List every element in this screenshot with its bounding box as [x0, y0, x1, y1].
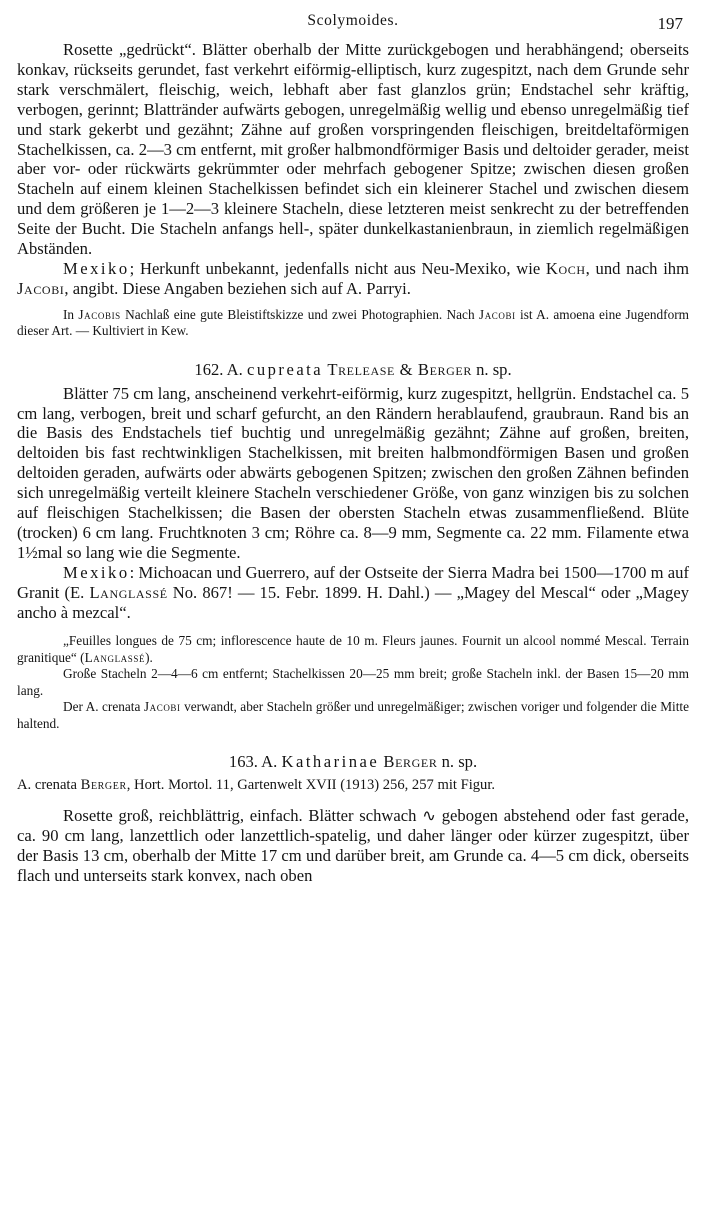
species-number: 162. A. [194, 359, 243, 379]
species-epithet-163: Katharinae [281, 751, 380, 771]
species-status: n. sp. [476, 359, 512, 379]
note1-text-b: ). [145, 649, 153, 665]
species-description-continued: Rosette „gedrückt“. Blätter oberhalb der Mitte zurückgebogen und herabhängend; oberseits konkav, rückseits gerundet, fast verkehrt eiförmig-elliptisch, kurz zugespitzt, nach dem Grunde sehr stark verschmälert, fleischig, weich, lebhaft aber fast glanzlos grün; Endstachel sehr kräftig, verbogen, gerinnt; Blattränder aufwärts gebogen, unregelmäßig wellig und ebenso unregelmäßig tief und stark gekerbt und gezähnt; Zähne auf großen vorspringenden fleischigen, breitdeltaförmigen Stachelkissen, ca. 2—3 cm entfernt, mit großer halbmondförmiger Basis und deltoider gerader, meist aber vor- oder rückwärts gekrümmter oder mehrfach gebogener Spitze; zwischen diesen großen Stacheln auf einem kleinen Stachelkissen befindet sich ein kleinerer Stachel und zwischen diesem und dem größeren je 1—2—3 kleinere Stacheln, diese letzteren meist senkrecht zu der betreffenden Seite der Bucht. Die Stacheln anfangs hell-, später dunkelkastanienbraun, in ziemlich regelmäßigen Abständen. [17, 40, 689, 259]
species-authors: Trelease & Berger [327, 359, 472, 379]
note-text-a: In [63, 306, 79, 322]
collector-langlasse: Langlassé [89, 582, 168, 602]
page-number: 197 [657, 14, 683, 33]
footnote-162-c [17, 699, 689, 732]
synonym-text-b: , Hort. Mortol. 11, Gartenwelt XVII (1913) 256, 257 mit Figur. [126, 776, 496, 793]
locality-region: Mexiko [63, 258, 130, 278]
desc-text-b: gebogen abstehend oder fast gerade, ca. 90 cm lang, lanzettlich oder lanzettlich-spatelig, und daher länger oder kürzer zugespitzt, über der Basis 13 cm, oberhalb der Mitte 17 cm und darüber breit, am Grunde ca. 4—5 cm dick, oberseits flach und unterseits stark konvex, nach oben [17, 805, 689, 885]
species-epithet: cupreata [246, 359, 324, 379]
page-header [17, 12, 689, 40]
species-description-163 [17, 806, 689, 886]
locality-text-b-162: No. 867! — 15. Febr. 1899. H. Dahl.) — „Magey del Mescal“ oder „Magey ancho à mezcal“. [17, 582, 690, 622]
author-jacobis: Jacobis [78, 306, 121, 322]
species-author-163: Berger [383, 751, 438, 771]
locality-text-a-162: : Michoacan und Guerrero, auf der Ostseite der Sierra Madra bei 1500—1700 m auf Granit (E. [17, 562, 689, 602]
synonym-line [17, 776, 689, 794]
note1-text-a: „Feuilles longues de 75 cm; inflorescence haute de 10 m. Fleurs jaunes. Fournit un alcool nommé Mescal. Terrain granitique“ ( [17, 633, 689, 665]
locality-paragraph [17, 259, 689, 299]
author-koch: Koch [545, 258, 586, 278]
note-text-b: Nachlaß eine gute Bleistiftskizze und zwei Photographien. Nach [120, 306, 479, 322]
running-title: Scolymoides. [307, 12, 399, 29]
note3-text-b: verwandt, aber Stacheln größer und unregelmäßiger; zwischen voriger und folgender die Mitte haltend. [17, 699, 690, 731]
locality-text-b: , und nach ihm [585, 258, 690, 278]
author-jacobi: Jacobi [17, 278, 65, 298]
author-jacobi-note: Jacobi [478, 306, 516, 322]
locality-paragraph-162 [17, 563, 689, 623]
synonym-text-a: A. crenata [17, 776, 81, 793]
locality-text-a: ; Herkunft unbekannt, jedenfalls nicht aus Neu-Mexiko, wie [129, 258, 546, 278]
desc-text-a: Rosette groß, reichblättrig, einfach. Blätter schwach [63, 805, 423, 825]
species-number-163: 163. A. [228, 751, 278, 771]
note3-text-a: Der A. crenata [63, 699, 144, 715]
species-description-162: Blätter 75 cm lang, anscheinend verkehrt-eiförmig, kurz zugespitzt, hellgrün. Endstachel ca. 5 cm lang, verbogen, breit und scharf gefurcht, an den Rändern herablaufend, graubraun. Rand bis an die Basis des Endstachels tief buchtig und unregelmäßig gezähnt; Zähne auf großen, breiten, deltoiden bis fast rechtwinkligen Stachelkissen, mit breiten halbmondförmigen Basen und großen deltoiden geraden, aufwärts oder abwärts gebogenen Spitzen; zwischen den großen Zähnen befinden sich unregelmäßig verteilt kleinere Stacheln verschiedener Größe, von ganz winzigen bis zu solchen auf fleischigen Stachelkissen; die Basen der obersten Stacheln etwas zusammenfließend. Blüte (trocken) 6 cm lang. Fruchtknoten 3 cm; Röhre ca. 8—9 mm, Segmente ca. 22 mm. Filamente etwa 1½mal so lang wie die Segmente. [17, 383, 689, 562]
species-heading-163 [17, 752, 689, 772]
note3-jacobi: Jacobi [143, 699, 181, 715]
footnote-paragraph [17, 307, 689, 340]
note1-langlasse: Langlassé [84, 649, 146, 665]
footnote-162-b: Große Stacheln 2—4—6 cm entfernt; Stachelkissen 20—25 mm breit; große Stacheln inkl. der Basen 15—20 mm lang. [17, 666, 689, 698]
wave-symbol-icon: ∿ [422, 805, 437, 825]
synonym-author: Berger [80, 776, 127, 793]
footnote-162-a [17, 633, 689, 666]
locality-region-162: Mexiko [63, 562, 130, 582]
locality-text-c: , angibt. Diese Angaben beziehen sich auf A. Parryi. [64, 278, 411, 298]
species-status-163: n. sp. [441, 751, 478, 771]
species-heading-162 [17, 360, 689, 380]
book-page [17, 12, 689, 886]
note-text-c: ist A. amoena eine Jugendform dieser Art. — Kultiviert in Kew. [17, 306, 689, 339]
